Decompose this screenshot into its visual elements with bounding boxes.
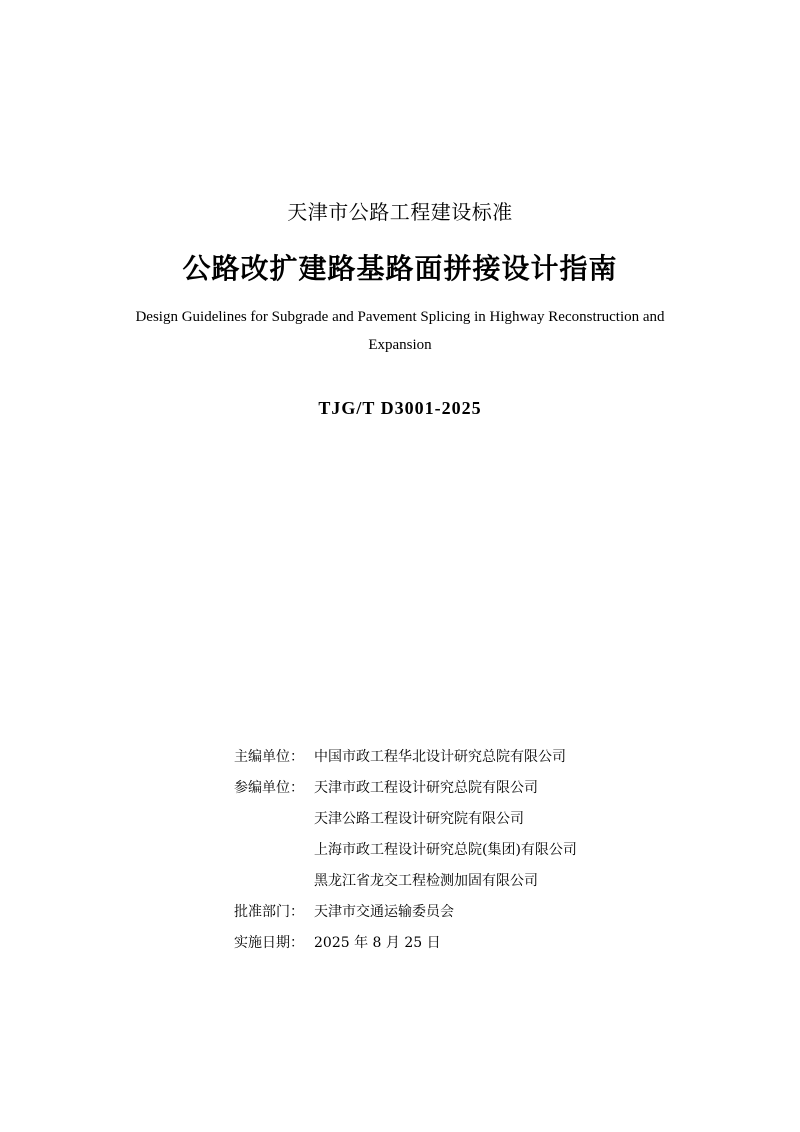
participants-label: 参编单位： — [234, 780, 304, 796]
chief-unit-value: 中国市政工程华北设计研究总院有限公司 — [314, 749, 566, 765]
main-title: 公路改扩建路基路面拼接设计指南 — [182, 252, 618, 285]
standard-code: TJG/T D3001-2025 — [318, 398, 482, 418]
participant-row — [234, 775, 714, 806]
date-label: 实施日期： — [234, 935, 304, 951]
participant-unit: 上海市政工程设计研究总院(集团)有限公司 — [314, 842, 577, 858]
participant-unit: 天津公路工程设计研究院有限公司 — [314, 811, 524, 827]
series-title: 天津市公路工程建设标准 — [287, 200, 513, 224]
participant-unit: 天津市政工程设计研究总院有限公司 — [314, 780, 538, 796]
participant-row — [234, 837, 714, 868]
approval-label: 批准部门： — [234, 904, 304, 920]
approval-row — [234, 899, 714, 930]
english-title: Design Guidelines for Subgrade and Pavement Splicing in Highway Reconstruction and Expansion — [135, 309, 665, 353]
publication-info — [234, 744, 714, 961]
participant-unit: 黑龙江省龙交工程检测加固有限公司 — [314, 873, 538, 889]
chief-unit-row — [234, 744, 714, 775]
participant-row — [234, 868, 714, 899]
date-value: 2025 年 8 月 25 日 — [314, 935, 441, 951]
chief-unit-label: 主编单位： — [234, 749, 304, 765]
approval-dept: 天津市交通运输委员会 — [314, 904, 454, 920]
date-row — [234, 930, 714, 961]
participant-row — [234, 806, 714, 837]
